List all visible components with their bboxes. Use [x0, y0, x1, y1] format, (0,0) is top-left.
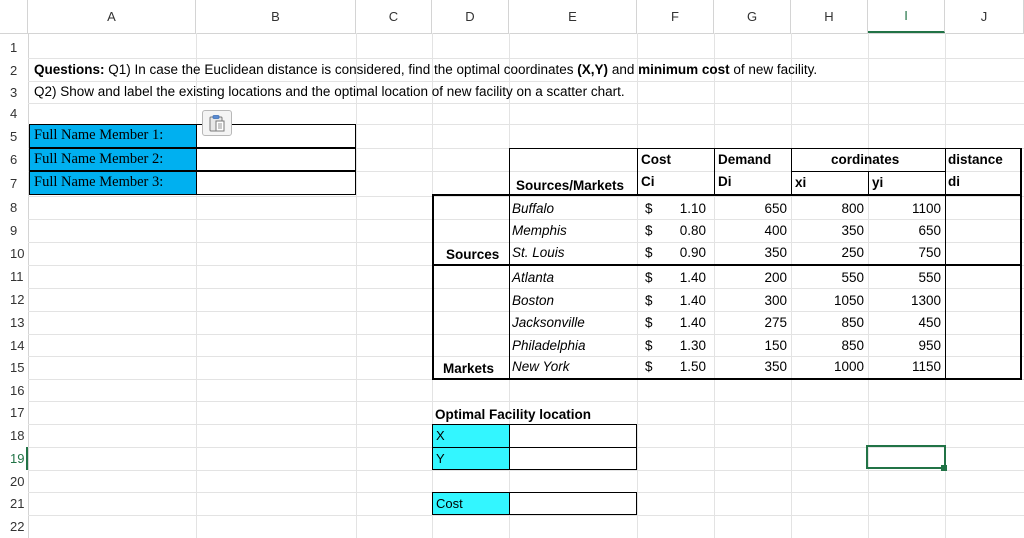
fill-handle[interactable] — [941, 465, 947, 471]
demand-value[interactable]: 350 — [764, 359, 787, 374]
header-cost[interactable]: Cost — [641, 152, 671, 167]
optimal-cost-input[interactable] — [509, 492, 637, 515]
header-coordinates[interactable]: cordinates — [831, 152, 900, 167]
x-value[interactable]: 1050 — [833, 293, 864, 308]
column-header-i[interactable]: I — [868, 0, 945, 33]
gridline — [28, 242, 1024, 243]
table-border — [945, 148, 946, 380]
currency-symbol: $ — [645, 201, 653, 216]
gridline — [28, 311, 1024, 312]
location-name[interactable]: Memphis — [512, 223, 567, 238]
header-sources-markets[interactable]: Sources/Markets — [516, 178, 625, 193]
location-name[interactable]: Atlanta — [512, 270, 555, 285]
row-header-12[interactable]: 12 — [10, 292, 25, 307]
row-header-20[interactable]: 20 — [10, 473, 25, 489]
row-header-4[interactable]: 4 — [10, 106, 18, 121]
currency-symbol: $ — [645, 245, 653, 260]
table-border — [432, 194, 1022, 196]
column-header-j[interactable]: J — [945, 0, 1024, 33]
gridline — [791, 33, 792, 538]
y-value[interactable]: 950 — [918, 338, 941, 353]
currency-symbol: $ — [645, 270, 653, 285]
row-header-2[interactable]: 2 — [10, 62, 18, 78]
currency-symbol: $ — [645, 315, 653, 330]
header-ci[interactable]: Ci — [641, 174, 655, 189]
location-name[interactable]: New York — [512, 359, 570, 374]
row-header-18[interactable]: 18 — [10, 428, 25, 443]
cost-value[interactable]: 1.40 — [679, 270, 706, 285]
member-1-label[interactable]: Full Name Member 1: — [29, 124, 197, 148]
x-value[interactable]: 350 — [841, 223, 864, 238]
gridline — [28, 81, 1024, 82]
row-header-14[interactable]: 14 — [10, 337, 25, 353]
header-distance[interactable]: distance — [948, 152, 1003, 167]
member-3-input[interactable] — [196, 171, 356, 195]
gridline — [28, 103, 1024, 104]
column-header-row — [0, 0, 1024, 34]
y-value[interactable]: 1300 — [910, 293, 941, 308]
active-cell-selection[interactable] — [866, 445, 946, 469]
column-header-c[interactable]: C — [356, 0, 432, 33]
column-header-d[interactable]: D — [432, 0, 509, 33]
row-header-5[interactable]: 5 — [10, 128, 18, 144]
gridline — [637, 33, 638, 538]
column-header-g[interactable]: G — [714, 0, 791, 33]
demand-value[interactable]: 350 — [764, 245, 787, 260]
optimal-x-label[interactable]: X — [432, 424, 510, 448]
gridline — [28, 288, 1024, 289]
row-header-3[interactable]: 3 — [10, 84, 18, 100]
y-value[interactable]: 750 — [918, 245, 941, 260]
question-1-min-cost: minimum cost — [638, 62, 730, 77]
location-name[interactable]: Buffalo — [512, 201, 555, 216]
currency-symbol: $ — [645, 223, 653, 238]
table-border — [432, 194, 434, 380]
row-header-7[interactable]: 7 — [10, 176, 18, 191]
row-header-19[interactable]: 19 — [0, 447, 28, 470]
location-name[interactable]: Boston — [512, 293, 555, 308]
table-border — [1020, 148, 1022, 380]
gridline — [28, 334, 1024, 335]
x-value[interactable]: 850 — [841, 338, 864, 353]
select-all-corner[interactable] — [0, 0, 28, 33]
currency-symbol: $ — [645, 293, 653, 308]
demand-value[interactable]: 275 — [764, 315, 787, 330]
x-value[interactable]: 1000 — [833, 359, 864, 374]
gridline — [196, 33, 197, 538]
question-1-xy: (X,Y) — [577, 62, 609, 77]
question-2[interactable]: Q2) Show and label the existing locations and the optimal location of new facility on a scatter chart. — [34, 84, 625, 99]
gridline — [28, 219, 1024, 220]
gridline — [28, 470, 1024, 471]
row-header-8[interactable]: 8 — [10, 200, 18, 215]
row-header-17[interactable]: 17 — [10, 405, 25, 420]
optimal-y-input[interactable] — [509, 447, 637, 470]
header-di[interactable]: Di — [718, 174, 732, 189]
row-header-13[interactable]: 13 — [10, 315, 25, 330]
clipboard-paste-icon[interactable] — [202, 110, 232, 136]
gridline — [714, 33, 715, 538]
cost-value[interactable]: 1.40 — [679, 315, 706, 330]
optimal-cost-label[interactable]: Cost — [432, 492, 510, 515]
demand-value[interactable]: 200 — [764, 270, 787, 285]
member-2-label[interactable]: Full Name Member 2: — [29, 148, 197, 171]
group-label-sources[interactable]: Sources — [446, 247, 500, 262]
table-border — [714, 148, 715, 196]
demand-value[interactable]: 300 — [764, 293, 787, 308]
optimal-y-label[interactable]: Y — [432, 447, 510, 470]
table-border — [432, 264, 1022, 266]
question-1[interactable] — [34, 62, 817, 77]
cost-value[interactable]: 1.30 — [679, 338, 706, 353]
x-value[interactable]: 550 — [841, 270, 864, 285]
gridline — [28, 196, 1024, 197]
location-name[interactable]: St. Louis — [512, 245, 565, 260]
cost-value[interactable]: 1.10 — [679, 201, 706, 216]
row-header-21[interactable]: 21 — [10, 496, 25, 511]
question-1-text-b: and — [608, 62, 639, 77]
gridline — [28, 356, 1024, 357]
group-label-markets[interactable]: Markets — [443, 361, 495, 376]
row-header-11[interactable]: 11 — [10, 269, 24, 284]
cost-value[interactable]: 1.50 — [679, 359, 706, 374]
y-value[interactable]: 550 — [918, 270, 941, 285]
member-3-label[interactable]: Full Name Member 3: — [29, 171, 197, 195]
header-yi[interactable]: yi — [872, 175, 884, 190]
y-value[interactable]: 650 — [918, 223, 941, 238]
currency-symbol: $ — [645, 338, 653, 353]
demand-value[interactable]: 150 — [764, 338, 787, 353]
location-name[interactable]: Jacksonville — [512, 315, 585, 330]
header-xi[interactable]: xi — [795, 175, 807, 190]
question-1-prefix: Questions: — [34, 62, 105, 77]
y-value[interactable]: 450 — [918, 315, 941, 330]
y-value[interactable]: 1150 — [911, 359, 941, 374]
table-border — [509, 148, 510, 380]
row-header-6[interactable]: 6 — [10, 152, 18, 167]
header-demand[interactable]: Demand — [718, 152, 772, 167]
cost-value[interactable]: 0.80 — [679, 223, 706, 238]
column-header-h[interactable]: H — [791, 0, 868, 33]
demand-value[interactable]: 400 — [764, 223, 787, 238]
column-header-f[interactable]: F — [637, 0, 714, 33]
y-value[interactable]: 1100 — [911, 201, 941, 216]
x-value[interactable]: 850 — [841, 315, 864, 330]
optimal-location-title[interactable]: Optimal Facility location — [435, 407, 592, 422]
column-header-a[interactable]: A — [28, 0, 196, 33]
row-header-10[interactable]: 10 — [10, 246, 25, 261]
column-header-e[interactable]: E — [509, 0, 637, 33]
column-header-b[interactable]: B — [196, 0, 356, 33]
question-1-text-a: Q1) In case the Euclidean distance is considered, find the optimal coordinates — [104, 62, 578, 77]
table-border — [791, 148, 792, 196]
x-value[interactable]: 250 — [841, 245, 864, 260]
table-border — [868, 171, 869, 196]
x-value[interactable]: 800 — [841, 201, 864, 216]
gridline — [28, 401, 1024, 402]
member-2-input[interactable] — [196, 148, 356, 171]
question-1-text-c: of new facility. — [729, 62, 818, 77]
demand-value[interactable]: 650 — [764, 201, 787, 216]
cost-value[interactable]: 0.90 — [679, 245, 706, 260]
gridline — [28, 33, 29, 538]
row-header-1[interactable]: 1 — [10, 39, 18, 55]
header-distance-di[interactable]: di — [948, 174, 960, 189]
gridline — [28, 58, 1024, 59]
row-header-9[interactable]: 9 — [10, 223, 18, 238]
table-border — [637, 148, 638, 196]
currency-symbol: $ — [645, 359, 653, 374]
row-header-15[interactable]: 15 — [10, 360, 25, 375]
location-name[interactable]: Philadelphia — [512, 338, 586, 353]
optimal-x-input[interactable] — [509, 424, 637, 448]
cost-value[interactable]: 1.40 — [679, 293, 706, 308]
gridline — [28, 515, 1024, 516]
gridline — [356, 33, 357, 538]
row-header-22[interactable]: 22 — [10, 519, 25, 534]
row-header-16[interactable]: 16 — [10, 382, 25, 398]
table-border — [432, 378, 1022, 380]
